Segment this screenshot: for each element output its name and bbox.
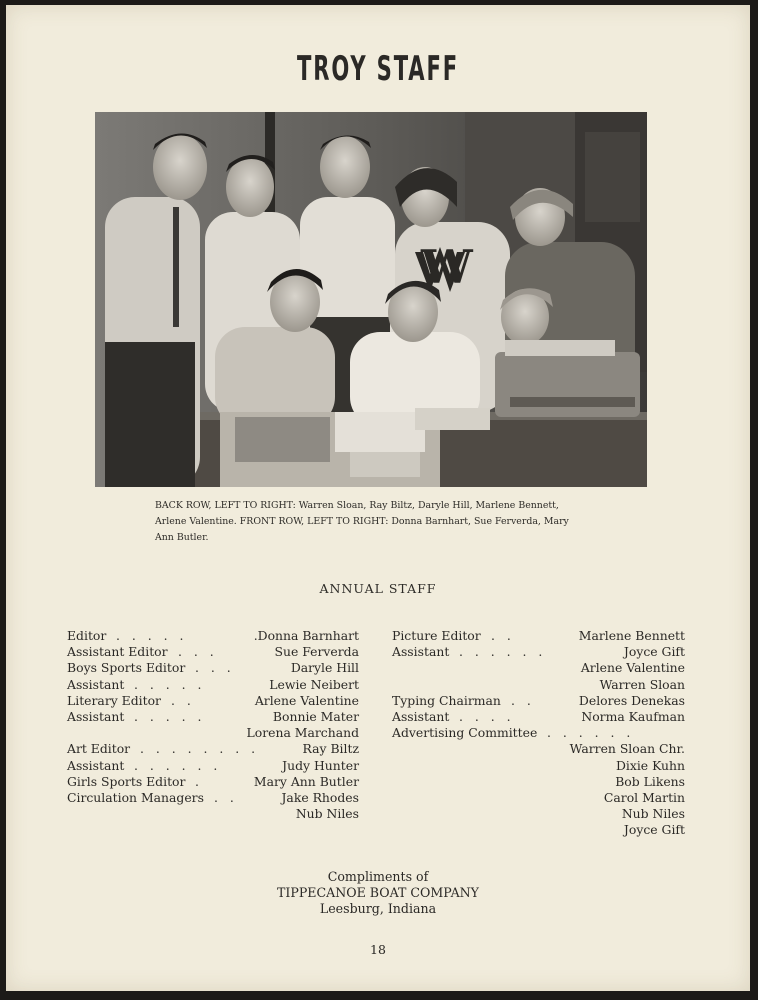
staff-name: Nub Niles [295, 806, 359, 822]
leader-dots: . . . . . . [459, 644, 547, 660]
staff-name: Bob Likens [615, 773, 685, 789]
staff-name: Carol Martin [603, 790, 685, 805]
staff-role: Assistant [67, 757, 125, 773]
staff-role: Art Editor [67, 741, 131, 757]
staff-name: Warren Sloan [599, 676, 685, 692]
staff-row [392, 693, 685, 709]
staff-role: Girls Sports Editor [67, 773, 186, 789]
staff-row [392, 628, 685, 644]
staff-name: Norma Kaufman [581, 709, 685, 724]
staff-row [67, 660, 359, 676]
staff-list-right [392, 628, 685, 848]
photo-caption: BACK ROW, LEFT TO RIGHT: Warren Sloan, Ray Biltz, Daryle Hill, Marlene Bennett, Arlene Valentine. FRONT ROW, LEFT TO RIGHT: Donna Barnhart, Sue Ferverda, Mary Ann Butler. [155, 500, 569, 543]
staff-role: Picture Editor [392, 628, 481, 643]
staff-row [67, 790, 359, 806]
leader-dots: . . . [178, 644, 218, 660]
staff-role: Assistant Editor [67, 644, 168, 660]
staff-role: Assistant [67, 709, 125, 724]
staff-name: .Donna Barnhart [253, 628, 359, 643]
staff-role: Typing Chairman [392, 692, 501, 708]
staff-name: Ray Biltz [302, 741, 359, 757]
leader-dots: . . . . [459, 709, 515, 724]
staff-list-left [67, 628, 359, 828]
staff-row [67, 758, 359, 774]
staff-role: Editor [67, 628, 107, 643]
staff-row [392, 774, 685, 790]
staff-role: Circulation Managers [67, 790, 204, 805]
staff-name: Lewie Neibert [269, 676, 359, 692]
leader-dots: . . . . . [116, 628, 188, 643]
staff-row [67, 709, 359, 725]
staff-row [67, 693, 359, 709]
staff-row [392, 709, 685, 725]
staff-row [392, 741, 685, 757]
staff-row [67, 644, 359, 660]
staff-name: Arlene Valentine [254, 692, 359, 708]
staff-role: Boys Sports Editor [67, 660, 186, 676]
staff-name: Bonnie Mater [272, 709, 359, 724]
staff-role: Assistant [392, 644, 450, 660]
staff-role: Assistant [392, 709, 450, 724]
staff-row [67, 741, 359, 757]
staff-row [392, 725, 685, 741]
page-number: 18 [370, 942, 386, 957]
leader-dots: . . [511, 692, 535, 708]
staff-row [392, 644, 685, 660]
staff-name: Delores Denekas [578, 692, 685, 708]
staff-name: Warren Sloan Chr. [569, 741, 685, 757]
staff-row [392, 790, 685, 806]
sweater-letter: W [421, 240, 473, 294]
staff-row [392, 677, 685, 693]
yearbook-page [6, 5, 750, 991]
staff-row [392, 806, 685, 822]
staff-row [392, 660, 685, 676]
staff-name: Sue Ferverda [274, 644, 359, 660]
staff-name: Mary Ann Butler [253, 773, 359, 789]
staff-row [392, 758, 685, 774]
staff-name: Nub Niles [621, 806, 685, 822]
sponsor-line-2: TIPPECANOE BOAT COMPANY [276, 885, 479, 900]
leader-dots: . . . . . . . . [140, 741, 260, 757]
leader-dots: . [195, 773, 203, 789]
staff-name: Joyce Gift [623, 644, 685, 660]
sponsor-block [6, 869, 750, 917]
staff-name: Lorena Marchand [246, 725, 359, 741]
leader-dots: . . . . . [134, 676, 206, 692]
leader-dots: . . . . . [134, 709, 206, 724]
sponsor-line-3: Leesburg, Indiana [319, 901, 437, 916]
leader-dots: . . [491, 628, 515, 643]
staff-name: Judy Hunter [282, 757, 359, 773]
leader-dots: . . [171, 692, 195, 708]
staff-row [67, 725, 359, 741]
staff-row [67, 628, 359, 644]
leader-dots: . . . [195, 660, 235, 676]
staff-name: Joyce Gift [623, 822, 685, 838]
staff-name: Dixie Kuhn [615, 757, 685, 773]
staff-role: Advertising Committee [392, 725, 538, 741]
staff-name: Marlene Bennett [578, 628, 685, 643]
sponsor-line-1: Compliments of [327, 869, 429, 884]
leader-dots: . . [214, 790, 238, 805]
staff-role: Assistant [67, 676, 125, 692]
staff-row [392, 822, 685, 838]
leader-dots: . . . . . . [547, 725, 635, 741]
staff-name: Daryle Hill [290, 660, 359, 676]
staff-row [67, 806, 359, 822]
leader-dots: . . . . . . [134, 757, 222, 773]
staff-group-photo [95, 112, 647, 487]
page-title: TROY STAFF [296, 49, 460, 89]
staff-name: Arlene Valentine [580, 660, 685, 676]
staff-row [67, 774, 359, 790]
staff-role: Literary Editor [67, 692, 161, 708]
staff-row [67, 677, 359, 693]
staff-name: Jake Rhodes [281, 790, 359, 805]
annual-staff-heading: ANNUAL STAFF [319, 581, 437, 596]
